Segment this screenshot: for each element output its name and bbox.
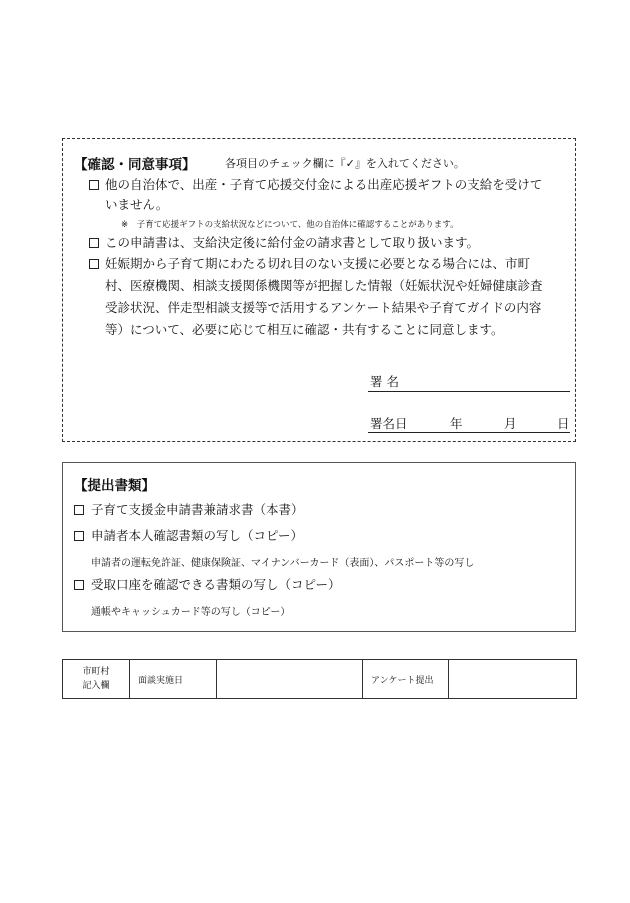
consent-item-1-line1: 他の自治体で、出産・子育て応援交付金による出産応援ギフトの支給を受けて (105, 177, 543, 192)
documents-item-2-sub: 申請者の運転免許証、健康保険証、マイナンバーカード（表面）、パスポート等の写し (91, 558, 475, 569)
signature-date-label: 署名日 (370, 416, 408, 431)
consent-item-1-note: ※ 子育て応援ギフトの支給状況などについて、他の自治体に確認することがあります。 (121, 220, 459, 230)
consent-item-3-line2: 村、医療機関、相談支援関係機関等が把握した情報（妊娠状況や妊婦健康診査 (105, 278, 543, 293)
signature-name-label: 署 名 (370, 374, 399, 389)
documents-item-2: 申請者本人確認書類の写し（コピー） (91, 528, 304, 543)
documents-section (62, 462, 576, 632)
signature-name-line[interactable] (368, 391, 570, 392)
documents-item-3: 受取口座を確認できる書類の写し（コピー） (91, 577, 341, 592)
documents-item-3-sub: 通帳やキャッシュカード等の写し（コピー） (91, 607, 291, 618)
consent-checkbox-2[interactable] (89, 238, 99, 248)
municipal-entry-label (63, 660, 130, 699)
consent-checkbox-1[interactable] (89, 180, 99, 190)
documents-item-1: 子育て支援金申請書兼請求書（本書） (91, 502, 304, 517)
consent-checkbox-3[interactable] (89, 259, 99, 269)
signature-year-label: 年 (450, 416, 463, 431)
documents-checkbox-2[interactable] (74, 531, 84, 541)
survey-field[interactable] (449, 660, 577, 699)
signature-day-label: 日 (557, 416, 570, 431)
interview-date-field[interactable] (217, 660, 363, 699)
interview-date-label: 面談実施日 (130, 660, 217, 699)
municipal-entry-table (62, 659, 577, 699)
municipal-label-line2: 記入欄 (82, 681, 110, 691)
municipal-entry-row (63, 660, 577, 699)
consent-item-2-line1: この申請書は、支給決定後に給付金の請求書として取り扱います。 (105, 235, 480, 250)
consent-instruction: 各項目のチェック欄に『✓』を入れてください。 (225, 157, 465, 170)
consent-item-1-line2: いません。 (105, 197, 169, 212)
survey-label: アンケート提出 (363, 660, 449, 699)
consent-section (62, 138, 576, 442)
documents-checkbox-3[interactable] (74, 580, 84, 590)
consent-heading: 【確認・同意事項】 (74, 157, 196, 173)
signature-month-label: 月 (504, 416, 517, 431)
signature-date-line[interactable] (368, 432, 570, 433)
documents-heading: 【提出書類】 (74, 478, 155, 494)
consent-item-3-line1: 妊娠期から子育て期にわたる切れ目のない支援に必要となる場合には、市町 (105, 256, 531, 271)
consent-item-3-line3: 受診状況、伴走型相談支援等で活用するアンケート結果や子育てガイドの内容 (105, 300, 542, 315)
consent-item-3-line4: 等）について、必要に応じて相互に確認・共有することに同意します。 (105, 322, 504, 337)
municipal-label-line1: 市町村 (82, 667, 110, 677)
documents-checkbox-1[interactable] (74, 505, 84, 515)
